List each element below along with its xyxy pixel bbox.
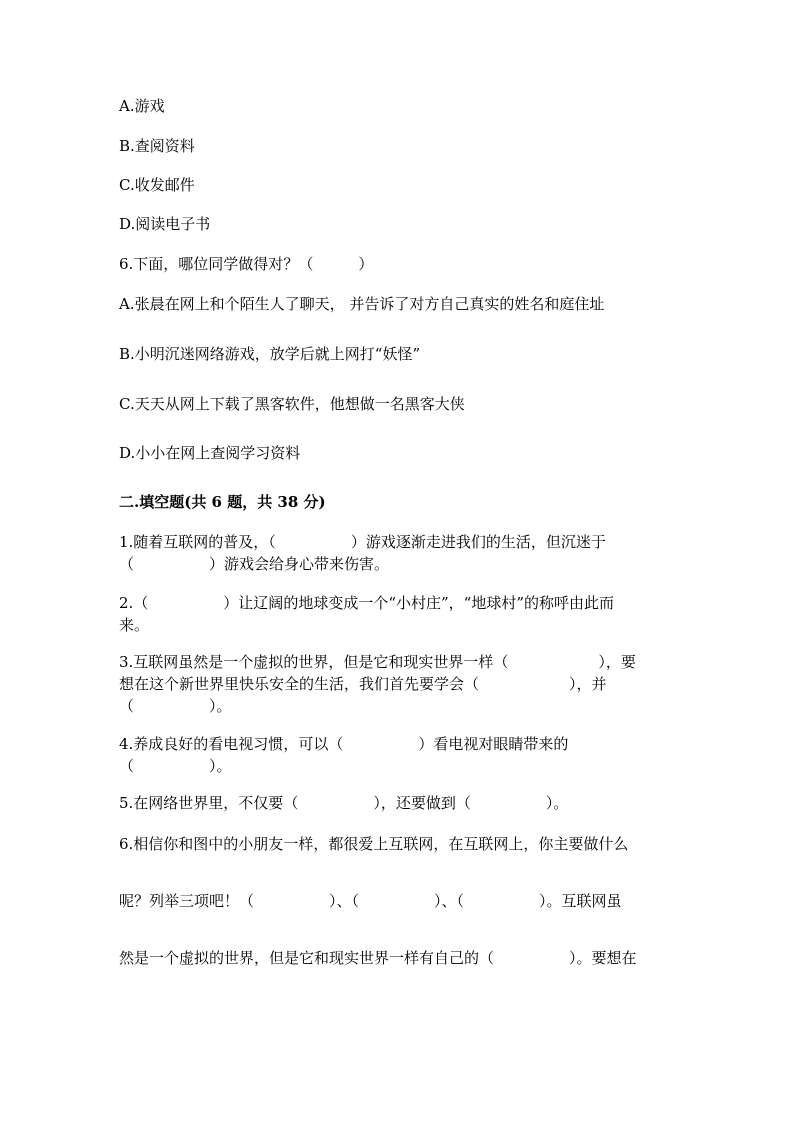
question-line: （ ）。 [119,697,232,715]
question-stem: 6.下面，哪位同学做得对？（ ） [119,255,374,273]
question-line: （ ）。 [119,757,232,775]
option-a: A.张晨在网上和个陌生人了聊天， 并告诉了对方自己真实的姓名和庭住址 [119,295,605,313]
question-line: 呢？列举三项吧！（ ）、（ ）、（ ）。互联网虽 [119,892,622,910]
option-b: B.查阅资料 [119,137,195,155]
question-line: 想在这个新世界里快乐安全的生活，我们首先要学会（ ），并 [119,675,607,693]
question-line: 3.互联网虽然是一个虚拟的世界，但是它和现实世界一样（ ），要 [119,653,636,671]
section-heading: 二.填空题(共 6 题，共 38 分) [119,493,326,511]
question-line: 4.养成良好的看电视习惯，可以（ ）看电视对眼睛带来的 [119,735,569,753]
question-line: 6.相信你和图中的小朋友一样，都很爱上互联网，在互联网上，你主要做什么 [119,835,629,853]
option-b: B.小明沉迷网络游戏，放学后就上网打“妖怪” [119,345,421,363]
question-line: 1.随着互联网的普及，（ ）游戏逐渐走进我们的生活，但沉迷于 [119,533,606,551]
option-a: A.游戏 [119,97,165,115]
question-line: 5.在网络世界里，不仅要（ ），还要做到（ ）。 [119,794,569,812]
option-d: D.阅读电子书 [119,215,211,233]
option-c: C.收发邮件 [119,176,195,194]
option-d: D.小小在网上查阅学习资料 [119,444,301,462]
question-line: 2.（ ）让辽阔的地球变成一个“小村庄”，“地球村”的称呼由此而 [119,594,614,612]
option-c: C.天天从网上下载了黑客软件，他想做一名黑客大侠 [119,395,465,413]
question-line: 来。 [119,616,150,634]
question-line: 然是一个虚拟的世界，但是它和现实世界一样有自己的（ ）。要想在 [119,949,637,967]
question-line: （ ）游戏会给身心带来伤害。 [119,555,390,573]
